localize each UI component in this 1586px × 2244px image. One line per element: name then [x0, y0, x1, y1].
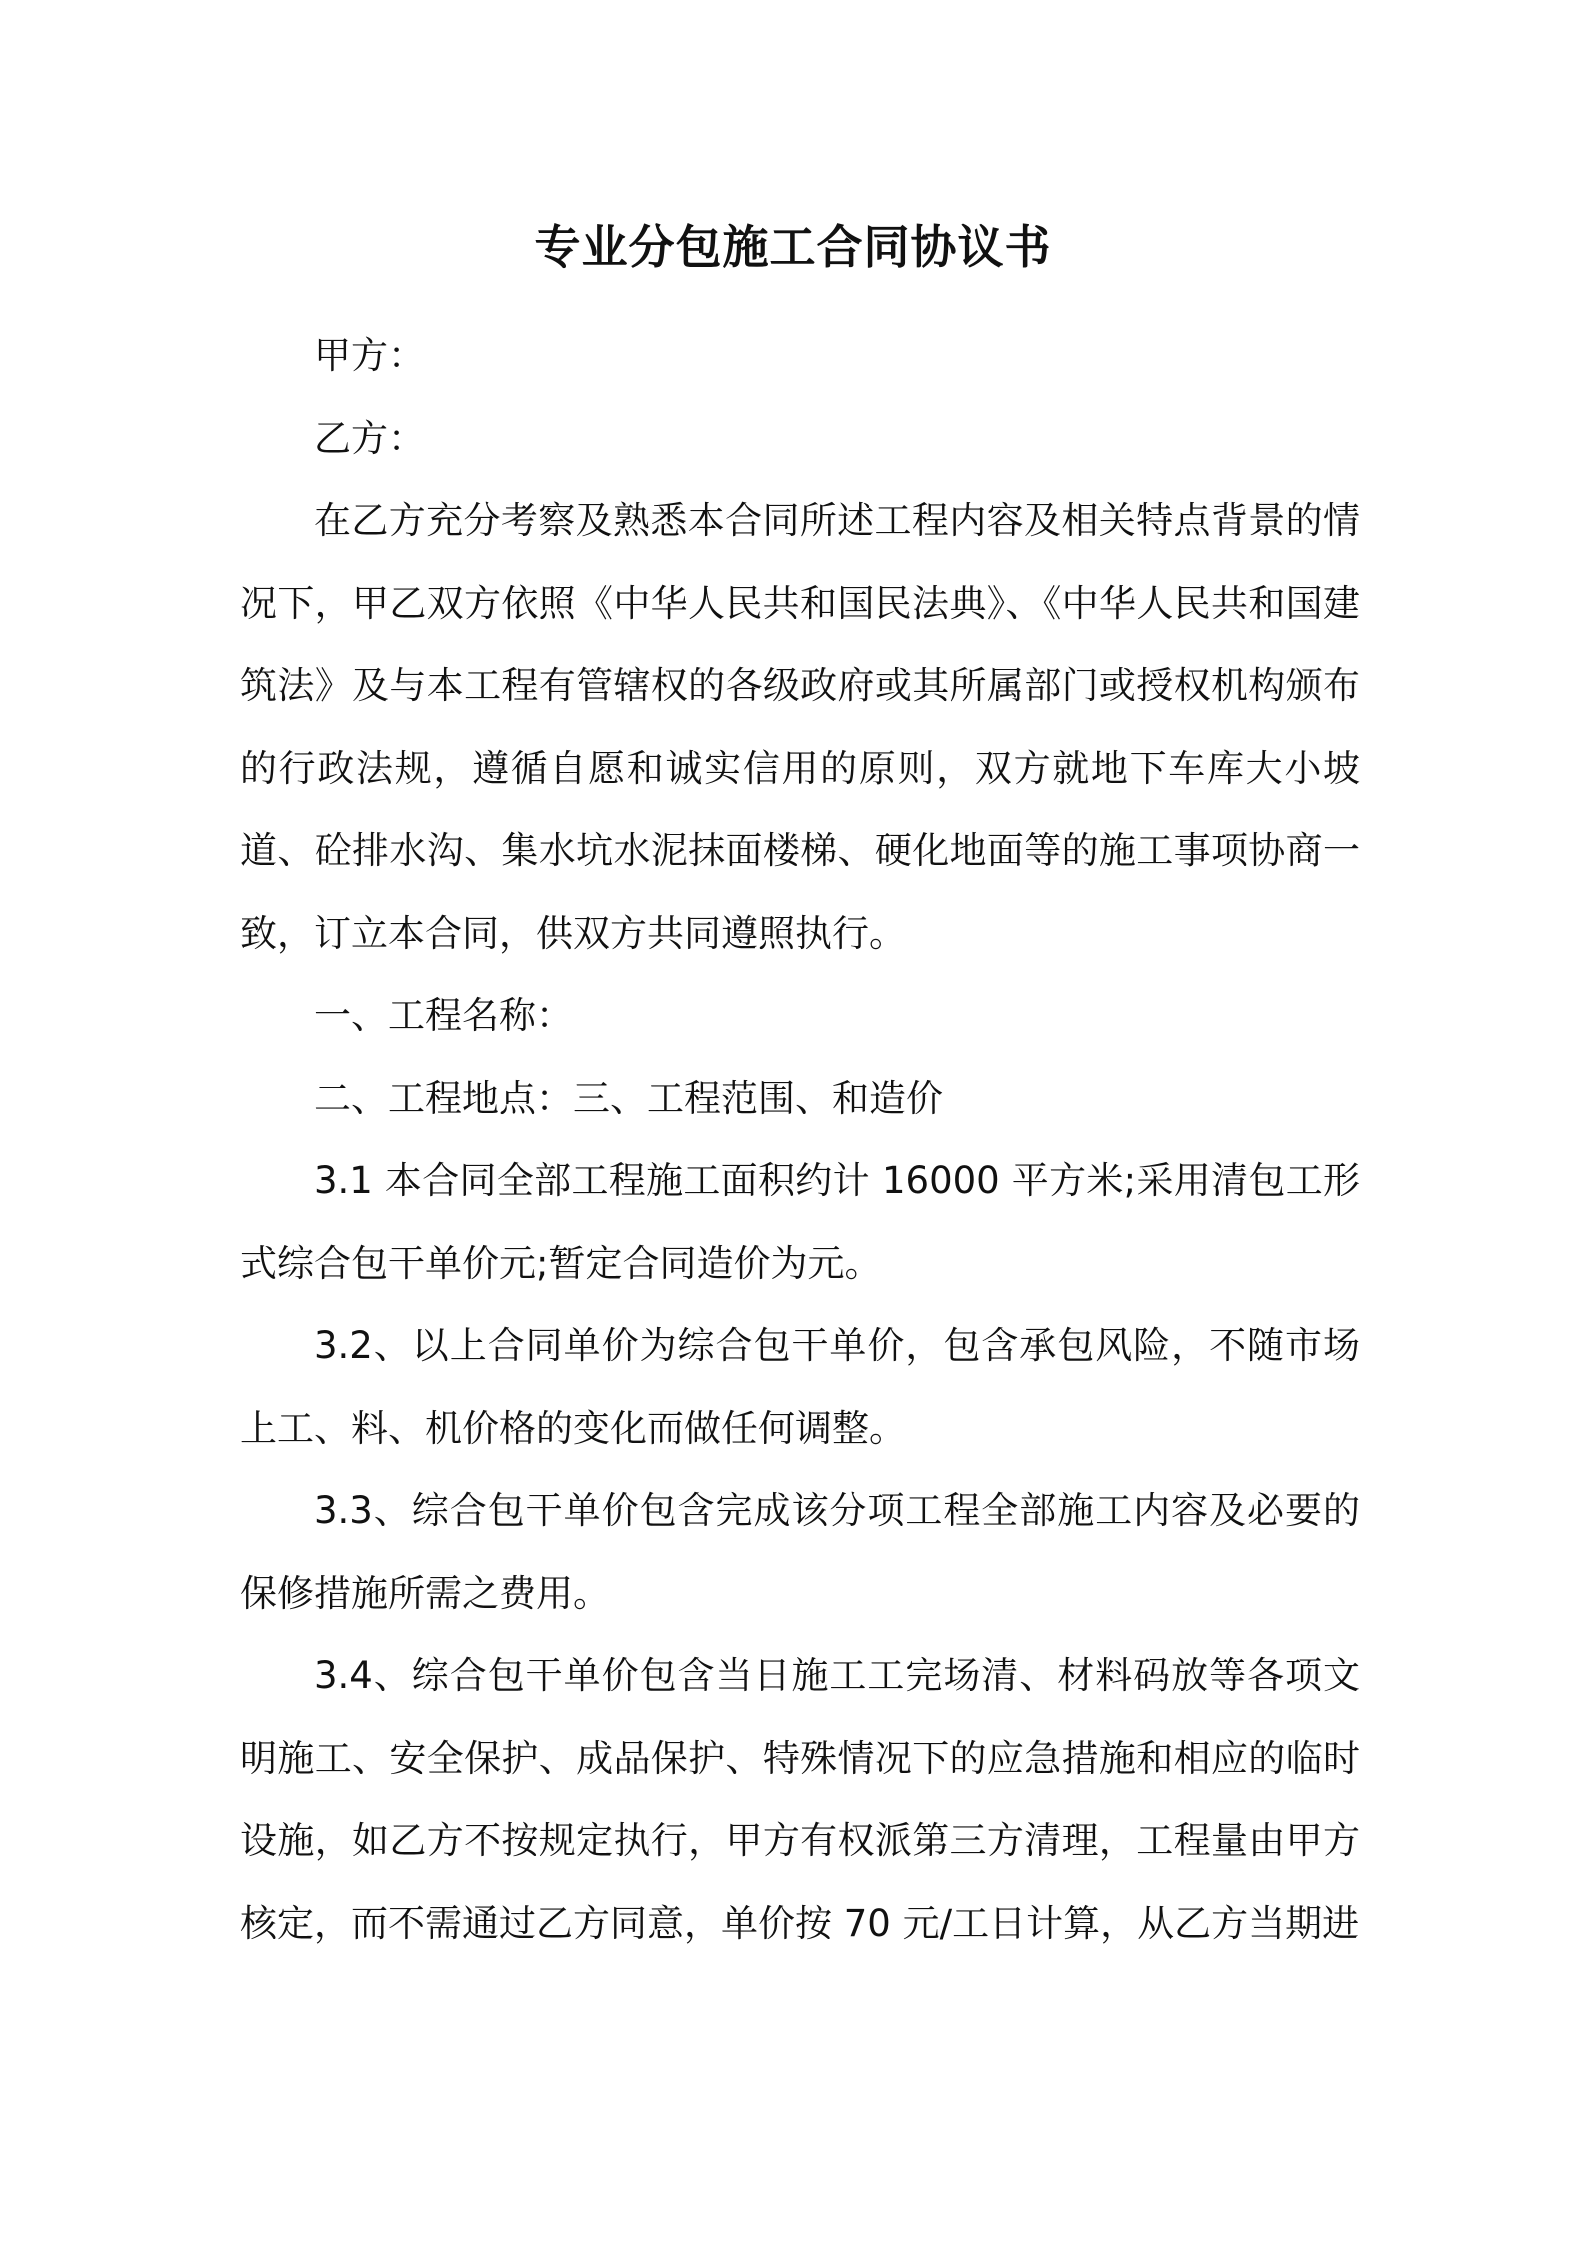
clause-3-4: 3.4、综合包干单价包含当日施工工完场清、材料码放等各项文明施工、安全保护、成品保护、特殊情况下的应急措施和相应的临时设施，如乙方不按规定执行，甲方有权派第三方清理，工程量由甲方核定，而不需通过乙方同意，单价按 70 元/工日计算，从乙方当期进 — [240, 1654, 1360, 1945]
clause-3-1: 3.1 本合同全部工程施工面积约计 16000 平方米;采用清包工形式综合包干单价元;暂定合同造价为元。 — [240, 1159, 1360, 1285]
party-a-label: 甲方： — [314, 334, 425, 377]
project-name-line: 一、工程名称： — [314, 994, 573, 1037]
project-location-line: 二、工程地点：三、工程范围、和造价 — [314, 1076, 943, 1120]
document-title: 专业分包施工合同协议书 — [534, 220, 1052, 274]
intro-paragraph: 在乙方充分考察及熟悉本合同所述工程内容及相关特点背景的情况下，甲乙双方依照《中华人民共和国民法典》、《中华人民共和国建筑法》及与本工程有管辖权的各级政府或其所属部门或授权机构颁布的行政法规，遵循自愿和诚实信用的原则，双方就地下车库大小坡道、砼排水沟、集水坑水泥抹面楼梯、硬化地面等的施工事项协商一致，订立本合同，供双方共同遵照执行。 — [240, 499, 1360, 955]
document-body — [240, 315, 1360, 1965]
clause-3-2: 3.2、以上合同单价为综合包干单价，包含承包风险，不随市场上工、料、机价格的变化而做任何调整。 — [240, 1324, 1360, 1450]
party-b-label: 乙方： — [314, 416, 425, 460]
clause-3-3: 3.3、综合包干单价包含完成该分项工程全部施工内容及必要的保修措施所需之费用。 — [240, 1489, 1360, 1615]
